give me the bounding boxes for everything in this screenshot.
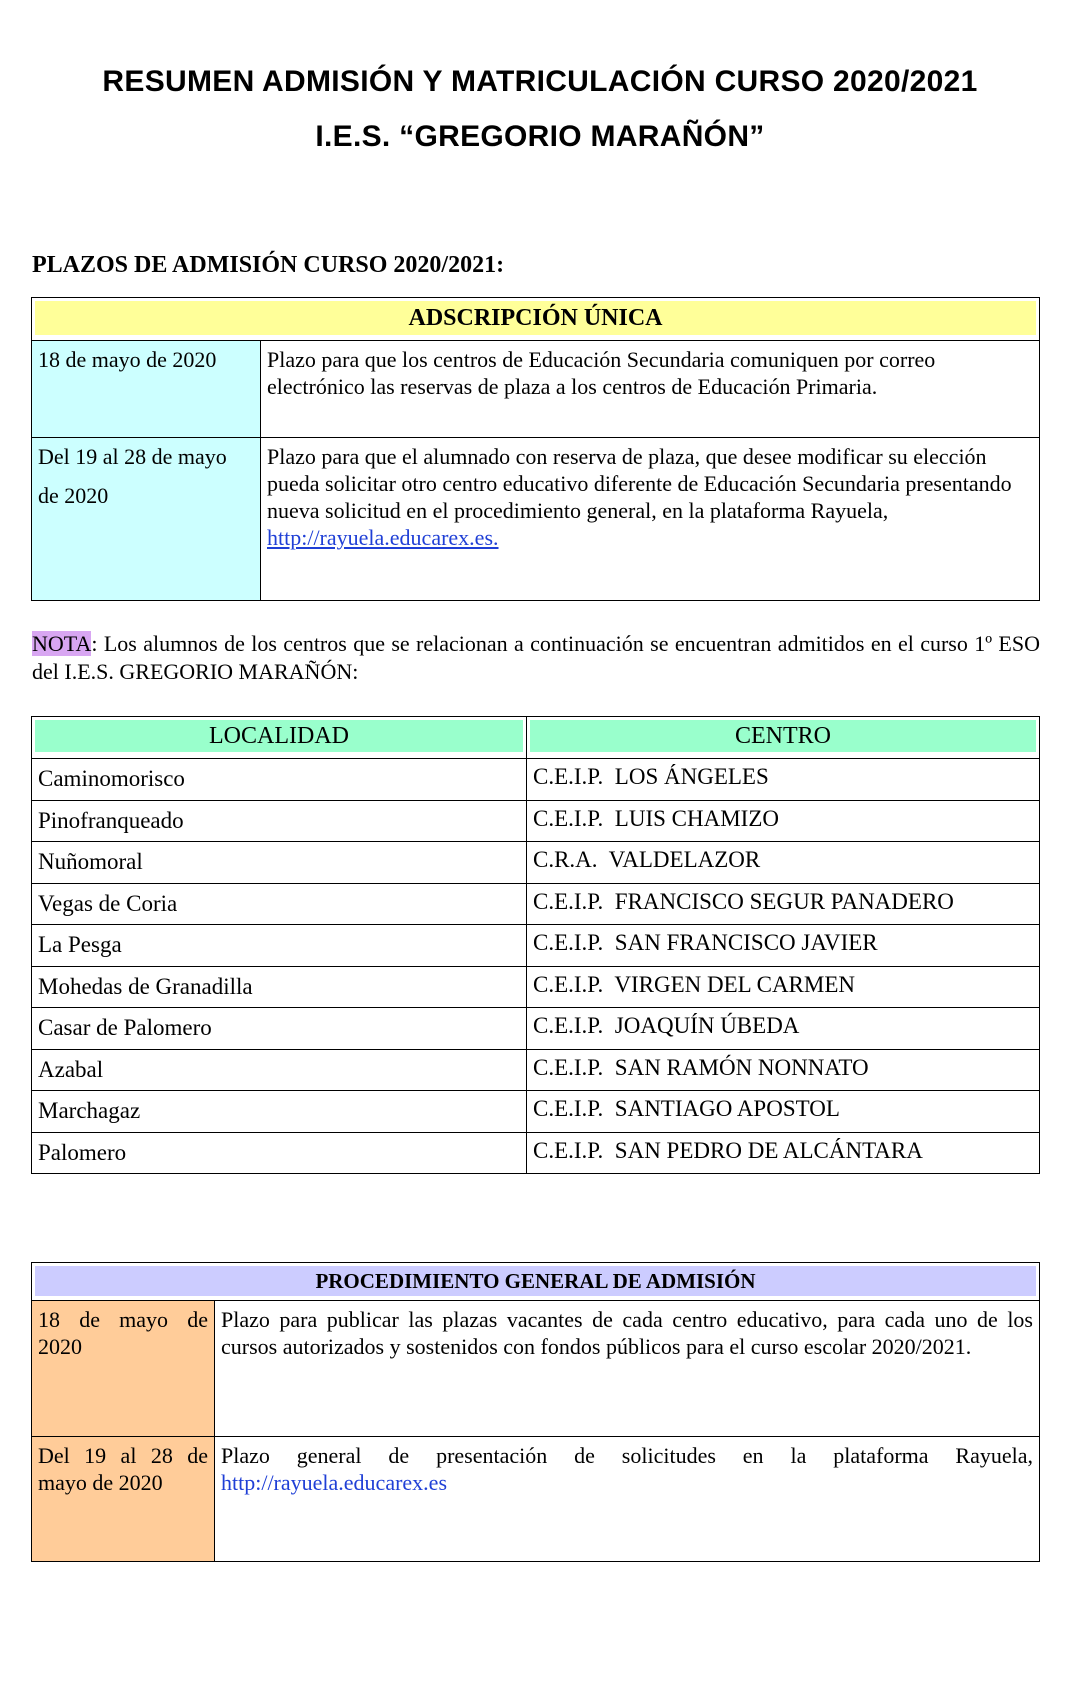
rayuela-link[interactable]: http://rayuela.educarex.es	[221, 1470, 448, 1495]
table-row	[32, 966, 1040, 1008]
table-row	[32, 925, 1040, 967]
adscripcion-table	[31, 297, 1040, 601]
centros-table	[31, 716, 1040, 1174]
table-row	[32, 759, 1040, 801]
table-row	[32, 842, 1040, 884]
localidad-cell: Azabal	[32, 1049, 527, 1091]
localidad-cell: Palomero	[32, 1132, 527, 1174]
localidad-cell: Marchagaz	[32, 1091, 527, 1133]
centro-cell: C.E.I.P. SANTIAGO APOSTOL	[527, 1091, 1040, 1133]
localidad-cell: Pinofranqueado	[32, 800, 527, 842]
section-heading: PLAZOS DE ADMISIÓN CURSO 2020/2021:	[32, 252, 505, 278]
centro-cell: C.R.A. VALDELAZOR	[527, 842, 1040, 884]
centro-cell: C.E.I.P. FRANCISCO SEGUR PANADERO	[527, 883, 1040, 925]
procedimiento-table	[31, 1262, 1040, 1562]
description-text: Plazo para que los centros de Educación Secundaria comuniquen por correo electrónico las reservas de plaza a los centros de Educación Primaria.	[267, 347, 936, 399]
rayuela-link[interactable]: http://rayuela.educarex.es.	[267, 525, 499, 550]
table-row	[32, 883, 1040, 925]
description-text: Plazo general de presentación de solicitudes en la plataforma Rayuela,	[221, 1443, 1033, 1468]
description-cell	[215, 1301, 1040, 1437]
table-row	[32, 1301, 1040, 1437]
localidad-cell: Mohedas de Granadilla	[32, 966, 527, 1008]
nota-text: : Los alumnos de los centros que se relacionan a continuación se encuentran admitidos en el curso 1º ESO del I.E.S. GREGORIO MARAÑÓN:	[32, 631, 1040, 684]
description-text: Plazo para publicar las plazas vacantes de cada centro educativo, para cada uno de los cursos autorizados y sostenidos con fondos públicos para el curso escolar 2020/2021.	[221, 1307, 1033, 1359]
table-row	[32, 1091, 1040, 1133]
procedimiento-header: PROCEDIMIENTO GENERAL DE ADMISIÓN	[35, 1266, 1036, 1296]
date-cell	[32, 341, 261, 438]
date-text: 18 de mayo de 2020	[38, 347, 217, 372]
date-text: Del 19 al 28 de mayo	[38, 444, 227, 469]
centro-cell: C.E.I.P. SAN FRANCISCO JAVIER	[527, 925, 1040, 967]
adscripcion-header: ADSCRIPCIÓN ÚNICA	[35, 301, 1036, 335]
localidad-cell: La Pesga	[32, 925, 527, 967]
date-text: Del 19 al 28 de mayo de 2020	[38, 1443, 208, 1495]
description-cell	[261, 341, 1040, 438]
nota-label: NOTA	[32, 631, 92, 656]
centro-cell: C.E.I.P. LUIS CHAMIZO	[527, 800, 1040, 842]
date-text: 18 de mayo de 2020	[38, 1307, 208, 1359]
centro-cell: C.E.I.P. LOS ÁNGELES	[527, 759, 1040, 801]
description-cell	[261, 438, 1040, 601]
document-title-line1: RESUMEN ADMISIÓN Y MATRICULACIÓN CURSO 2020/2021	[102, 65, 978, 98]
column-header-localidad: LOCALIDAD	[35, 720, 523, 752]
table-row	[32, 1008, 1040, 1050]
localidad-cell: Nuñomoral	[32, 842, 527, 884]
date-text-continued: de 2020	[38, 483, 109, 508]
document-title-line2: I.E.S. “GREGORIO MARAÑÓN”	[315, 120, 765, 153]
table-row	[32, 438, 1040, 601]
nota-paragraph	[32, 630, 1040, 686]
description-text: Plazo para que el alumnado con reserva de plaza, que desee modificar su elección pueda solicitar otro centro educativo diferente de Educación Secundaria presentando nueva solicitud en el procedimiento general, en la plataforma Rayuela,	[267, 444, 1012, 523]
centro-cell: C.E.I.P. VIRGEN DEL CARMEN	[527, 966, 1040, 1008]
date-cell	[32, 1301, 215, 1437]
centro-cell: C.E.I.P. JOAQUÍN ÚBEDA	[527, 1008, 1040, 1050]
table-row	[32, 1132, 1040, 1174]
table-row	[32, 800, 1040, 842]
centro-cell: C.E.I.P. SAN PEDRO DE ALCÁNTARA	[527, 1132, 1040, 1174]
date-cell	[32, 438, 261, 601]
table-row	[32, 1437, 1040, 1562]
localidad-cell: Caminomorisco	[32, 759, 527, 801]
column-header-centro: CENTRO	[530, 720, 1036, 752]
description-cell	[215, 1437, 1040, 1562]
localidad-cell: Casar de Palomero	[32, 1008, 527, 1050]
table-row	[32, 1049, 1040, 1091]
date-cell	[32, 1437, 215, 1562]
localidad-cell: Vegas de Coria	[32, 883, 527, 925]
table-row	[32, 341, 1040, 438]
centro-cell: C.E.I.P. SAN RAMÓN NONNATO	[527, 1049, 1040, 1091]
